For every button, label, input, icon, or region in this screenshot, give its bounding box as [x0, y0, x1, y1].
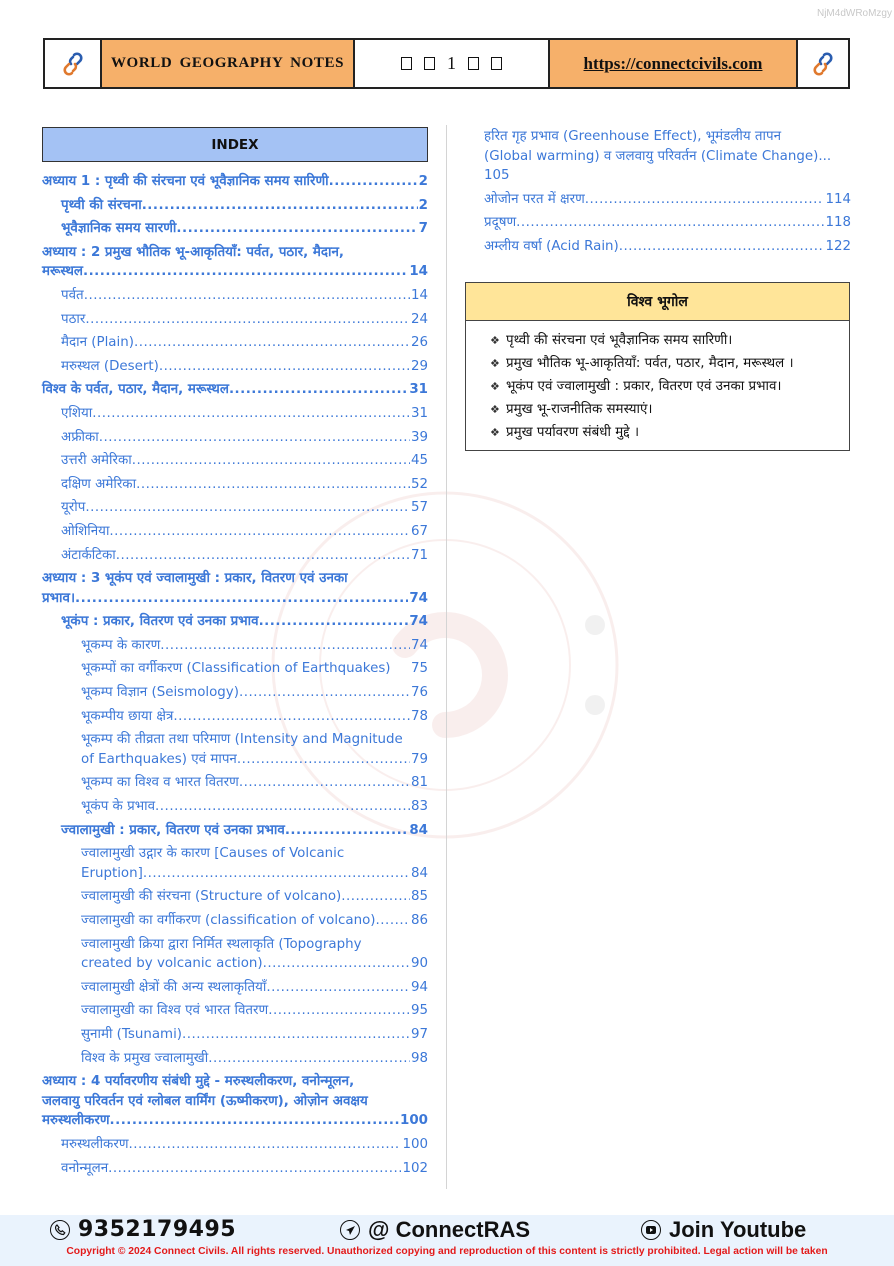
toc-entry-title: पर्वत: [61, 287, 84, 303]
toc-entry-title: प्रदूषण: [484, 215, 517, 231]
dot-leader: [585, 190, 825, 210]
toc-entry-title: भूकम्प विज्ञान (Seismology): [81, 685, 239, 701]
toc-list-continued: [484, 127, 851, 257]
toc-entry-line: [81, 659, 428, 679]
toc-entry-line: [81, 887, 428, 907]
toc-entry-last-line: [42, 589, 428, 609]
toc-entry[interactable]: [42, 286, 428, 306]
info-box-item-text: प्रमुख भू-राजनीतिक समस्याएं।: [506, 402, 653, 417]
toc-entry-page: 45: [410, 453, 428, 469]
toc-entry-title: दक्षिण अमेरिका: [61, 476, 137, 492]
toc-entry-last-line: [42, 1111, 428, 1131]
dot-leader: [619, 237, 825, 257]
toc-entry[interactable]: [484, 190, 851, 210]
toc-entry-page: 39: [410, 429, 428, 445]
toc-entry-page: 76: [410, 685, 428, 701]
index-right-column: [484, 127, 851, 261]
footer-youtube[interactable]: [641, 1217, 806, 1243]
diamond-bullet-icon: ❖: [490, 357, 500, 370]
toc-entry-page: 2: [418, 174, 428, 189]
toc-entry-line: [61, 310, 428, 330]
dot-leader: [173, 707, 410, 727]
toc-entry-line: [61, 286, 428, 306]
toc-entry-page: 100: [400, 1113, 428, 1129]
toc-entry[interactable]: [42, 707, 428, 727]
toc-entry[interactable]: [484, 127, 851, 186]
toc-entry-title: भूवैज्ञानिक समय सारणी: [61, 221, 177, 237]
toc-entry-line: [61, 1159, 428, 1179]
toc-entry-line: [61, 612, 428, 632]
toc-entry-line: [61, 1135, 428, 1155]
toc-entry-page: 14: [410, 287, 428, 303]
toc-entry-line: [81, 797, 428, 817]
toc-entry-line: [42, 380, 428, 400]
dot-leader: [83, 262, 408, 282]
dot-leader: [134, 333, 410, 353]
toc-entry-line: [42, 172, 428, 192]
toc-entry-line: [81, 1049, 428, 1069]
toc-entry-line: [81, 911, 428, 931]
toc-entry-line: [61, 219, 428, 239]
info-box-item: [490, 421, 849, 444]
dot-leader: [229, 380, 408, 400]
toc-entry-page: 75: [410, 661, 428, 677]
toc-entry-title: पठार: [61, 311, 86, 327]
info-box-item: [490, 398, 849, 421]
toc-entry-page: 105: [484, 168, 510, 184]
toc-entry-line: [61, 522, 428, 542]
toc-entry-title: अंटार्कटिका: [61, 547, 116, 563]
toc-entry[interactable]: [42, 546, 428, 566]
toc-entry-page: 31: [409, 382, 428, 398]
toc-entry-title: अफ्रीका: [61, 429, 99, 445]
toc-entry-page: 14: [409, 264, 428, 280]
dot-leader: [263, 954, 410, 974]
toc-entry-page: 118: [825, 215, 851, 231]
phone-number: 9352179495: [78, 1217, 237, 1242]
info-box-item: [490, 329, 849, 352]
header-banner: [43, 38, 850, 89]
dot-leader: [285, 821, 409, 841]
dot-leader: [92, 404, 410, 424]
index-left-column: [42, 127, 428, 1182]
toc-entry-line: [484, 213, 851, 233]
dot-leader: [136, 475, 410, 495]
toc-entry-title: अध्याय : 3 भूकंप एवं ज्वालामुखी : प्रकार, वितरण एवं उनका: [42, 571, 348, 587]
toc-entry-line: [61, 546, 428, 566]
toc-entry-title: एशिया: [61, 405, 93, 421]
footer-telegram[interactable]: [340, 1217, 530, 1243]
dot-leader: [84, 286, 410, 306]
toc-entry-page: 94: [410, 979, 428, 995]
toc-entry[interactable]: [42, 683, 428, 703]
toc-entry[interactable]: [42, 196, 428, 216]
toc-entry[interactable]: [42, 219, 428, 239]
toc-entry-page: 57: [410, 500, 428, 516]
toc-entry-title: विश्व के प्रमुख ज्वालामुखी: [81, 1050, 209, 1066]
toc-entry-title: ज्वालामुखी क्षेत्रों की अन्य स्थलाकृतियाँ: [81, 979, 267, 995]
toc-list: [42, 172, 428, 1178]
tracker-code: NjM4dWRoMzgy: [816, 8, 892, 19]
placeholder-glyph: [491, 57, 502, 70]
toc-entry-line: [81, 683, 428, 703]
dot-leader: [160, 636, 410, 656]
toc-entry[interactable]: [42, 569, 428, 608]
toc-entry-page: 31: [410, 405, 428, 421]
dot-leader: [142, 196, 418, 216]
toc-entry-title: मैदान (Plain): [61, 335, 134, 351]
telegram-handle: @ ConnectRAS: [368, 1217, 531, 1242]
toc-entry[interactable]: [42, 1049, 428, 1069]
toc-entry-page: 102: [402, 1160, 428, 1176]
toc-entry-line: [61, 821, 428, 841]
toc-entry[interactable]: [484, 213, 851, 233]
toc-entry-page: 100: [402, 1136, 428, 1152]
info-box-item-text: पृथ्वी की संरचना एवं भूवैज्ञानिक समय सारिणी।: [506, 333, 733, 348]
toc-entry-line: [81, 773, 428, 793]
dot-leader: [110, 1111, 400, 1131]
dot-leader: [376, 911, 410, 931]
toc-entry[interactable]: [42, 773, 428, 793]
toc-entry-title: हरित गृह प्रभाव (Greenhouse Effect), भूमंडलीय तापन: [484, 129, 782, 144]
toc-entry-title: विश्व के पर्वत, पठार, मैदान, मरूस्थल: [42, 382, 229, 398]
phone-icon: [50, 1220, 70, 1240]
toc-entry-line: [484, 190, 851, 210]
toc-entry[interactable]: [42, 797, 428, 817]
footer-phone[interactable]: [50, 1217, 236, 1242]
toc-entry[interactable]: [42, 636, 428, 656]
toc-entry[interactable]: [42, 428, 428, 448]
dot-leader: [85, 498, 410, 518]
toc-entry-title: अध्याय : 2 प्रमुख भौतिक भू-आकृतियाँ: पर्वत, पठार, मैदान,: [42, 244, 345, 260]
toc-entry-title: पृथ्वी की संरचना: [61, 197, 142, 213]
toc-entry-title-continued: Eruption]: [81, 865, 143, 881]
toc-entry-page: 2: [418, 197, 428, 213]
toc-entry-last-line: [81, 750, 428, 770]
toc-entry-line: [61, 404, 428, 424]
index-heading: INDEX: [42, 127, 428, 162]
toc-entry-page: 86: [410, 913, 428, 928]
toc-entry-title: ज्वालामुखी : प्रकार, वितरण एवं उनका प्रभाव: [61, 822, 285, 838]
toc-entry-page: 95: [410, 1003, 428, 1019]
dot-leader: [176, 219, 417, 239]
toc-entry-line: [81, 1025, 428, 1045]
toc-entry-title: मरुस्थलीकरण: [61, 1136, 129, 1152]
toc-entry-title: वनोन्मूलन: [61, 1160, 109, 1176]
diamond-bullet-icon: ❖: [490, 403, 500, 416]
toc-entry[interactable]: [42, 821, 428, 841]
toc-entry[interactable]: [42, 730, 428, 769]
dot-leader: [129, 1135, 402, 1155]
toc-entry-page: 97: [410, 1026, 428, 1042]
toc-entry-title-continued: (Global warming) व जलवायु परिवर्तन (Climate Change)...: [484, 148, 832, 164]
dot-leader: [159, 357, 410, 377]
info-box-item-text: भूकंप एवं ज्वालामुखी : प्रकार, वितरण एवं उनका प्रभाव।: [506, 379, 782, 394]
toc-entry-line: [81, 978, 428, 998]
toc-entry-page: 71: [410, 547, 428, 563]
youtube-label: Join Youtube: [669, 1217, 807, 1242]
toc-entry-page: 74: [409, 590, 428, 606]
toc-entry-title: सुनामी (Tsunami): [81, 1026, 183, 1042]
dot-leader: [341, 887, 410, 907]
toc-entry[interactable]: [42, 1025, 428, 1045]
toc-entry-page: 7: [418, 221, 428, 237]
dot-leader: [208, 1049, 410, 1069]
dot-leader: [155, 797, 410, 817]
toc-entry[interactable]: [42, 333, 428, 353]
toc-entry-page: 83: [410, 799, 428, 815]
toc-entry[interactable]: [42, 911, 428, 931]
toc-entry-title: ज्वालामुखी का वर्गीकरण (classification of volcano): [81, 913, 376, 928]
toc-entry-title-continued: created by volcanic action): [81, 956, 263, 972]
toc-entry-line: [81, 707, 428, 727]
toc-entry-title: भूकम्पीय छाया क्षेत्र: [81, 708, 174, 724]
dot-leader: [329, 172, 418, 192]
toc-entry-title: भूकम्प का विश्व व भारत वितरण: [81, 775, 239, 791]
toc-entry-title: भूकंप : प्रकार, वितरण एवं उनका प्रभाव: [61, 614, 259, 630]
toc-entry-title-continued: जलवायु परिवर्तन एवं ग्लोबल वार्मिंग (ऊष्मीकरण), ओज़ोन अवक्षय: [42, 1093, 368, 1109]
telegram-icon: [340, 1220, 360, 1240]
dot-leader: [516, 213, 824, 233]
toc-entry-line: [61, 451, 428, 471]
toc-entry-title: भूकम्प की तीव्रता तथा परिमाण (Intensity and Magnitude: [81, 732, 403, 748]
dot-leader: [109, 522, 410, 542]
toc-entry-page: 85: [410, 889, 428, 905]
toc-entry-page: 79: [410, 751, 428, 767]
dot-leader: [143, 864, 410, 884]
placeholder-glyph: [401, 57, 412, 70]
toc-entry[interactable]: [42, 172, 428, 192]
column-divider: [446, 125, 447, 1189]
toc-entry-line: [61, 357, 428, 377]
toc-entry-line: [61, 196, 428, 216]
toc-entry[interactable]: [42, 404, 428, 424]
toc-entry-title: ज्वालामुखी क्रिया द्वारा निर्मित स्थलाकृति (Topography: [81, 936, 362, 952]
dot-leader: [85, 310, 410, 330]
dot-leader: [237, 750, 410, 770]
toc-entry-title-continued: मरूस्थल: [42, 264, 83, 280]
toc-entry[interactable]: [42, 935, 428, 974]
toc-entry-page: 26: [410, 335, 428, 351]
toc-entry-page: 24: [410, 311, 428, 327]
dot-leader: [116, 546, 410, 566]
toc-entry-line: [484, 237, 851, 257]
toc-entry[interactable]: [42, 659, 428, 679]
toc-entry-page: 67: [410, 523, 428, 539]
toc-entry-title: भूकंप के प्रभाव: [81, 799, 156, 815]
youtube-icon: [641, 1220, 661, 1240]
toc-entry-title: मरुस्थल (Desert): [61, 358, 159, 374]
page-number: 1: [447, 53, 456, 73]
diamond-bullet-icon: ❖: [490, 380, 500, 393]
dot-leader: [266, 978, 410, 998]
toc-entry-title: यूरोप: [61, 500, 86, 516]
toc-entry-line: [61, 498, 428, 518]
toc-entry-title: अध्याय 1 : पृथ्वी की संरचना एवं भूवैज्ञानिक समय सारिणी: [42, 174, 329, 189]
dot-leader: [268, 1001, 410, 1021]
dot-leader: [239, 683, 410, 703]
info-box-item: [490, 352, 849, 375]
toc-entry-title: उत्तरी अमेरिका: [61, 453, 132, 469]
toc-entry[interactable]: [42, 887, 428, 907]
toc-entry-title: ज्वालामुखी का विश्व एवं भारत वितरण: [81, 1003, 269, 1019]
toc-entry[interactable]: [42, 498, 428, 518]
toc-entry[interactable]: [42, 1072, 428, 1131]
toc-entry[interactable]: [42, 451, 428, 471]
toc-entry-page: 81: [410, 775, 428, 791]
toc-entry[interactable]: [42, 380, 428, 400]
toc-entry-page: 78: [410, 708, 428, 724]
toc-entry-title: ज्वालामुखी की संरचना (Structure of volcano): [81, 889, 342, 905]
toc-entry-last-line: [42, 262, 428, 282]
footer: [0, 1215, 894, 1266]
website-link[interactable]: https://connectcivils.com: [550, 40, 798, 87]
toc-entry-title: ओजोन परत में क्षरण: [484, 191, 585, 207]
toc-entry-page: 52: [410, 476, 428, 492]
toc-entry-title-continued: प्रभाव।: [42, 590, 76, 606]
dot-leader: [182, 1025, 410, 1045]
toc-entry-line: [81, 636, 428, 656]
copyright-notice: Copyright © 2024 Connect Civils. All rights reserved. Unauthorized copying and reproduction of this content is strictly prohibited. Legal action will be taken: [66, 1246, 828, 1257]
toc-entry-page: 114: [825, 191, 851, 207]
toc-entry-line: [81, 1001, 428, 1021]
toc-entry-line: [61, 333, 428, 353]
info-box-item-text: प्रमुख पर्यावरण संबंधी मुद्दे ।: [506, 425, 640, 440]
diamond-bullet-icon: ❖: [490, 426, 500, 439]
info-box-heading: विश्व भूगोल: [466, 283, 849, 321]
toc-entry[interactable]: [42, 243, 428, 282]
dot-leader: [108, 1159, 401, 1179]
toc-entry-page: 84: [409, 822, 428, 838]
info-box-item-text: प्रमुख भौतिक भू-आकृतियाँ: पर्वत, पठार, मैदान, मरूस्थल ।: [506, 356, 794, 371]
toc-entry[interactable]: [42, 1159, 428, 1179]
toc-entry[interactable]: [42, 612, 428, 632]
dot-leader: [75, 589, 408, 609]
toc-entry-line: [61, 475, 428, 495]
toc-entry[interactable]: [42, 357, 428, 377]
toc-entry-title: भूकम्प के कारण: [81, 637, 161, 653]
link-icon: [45, 40, 102, 87]
toc-entry-title-continued: मरुस्थलीकरण: [42, 1113, 110, 1129]
toc-entry-page: 90: [410, 956, 428, 972]
toc-entry[interactable]: [42, 1001, 428, 1021]
toc-entry-last-line: [81, 864, 428, 884]
toc-entry-page: 98: [410, 1050, 428, 1066]
toc-entry-page: 74: [409, 614, 428, 630]
toc-entry-page: 74: [410, 637, 428, 653]
toc-entry[interactable]: [42, 310, 428, 330]
toc-entry-title-continued: of Earthquakes) एवं मापन: [81, 751, 237, 767]
dot-leader: [132, 451, 410, 471]
toc-entry[interactable]: [42, 475, 428, 495]
toc-entry[interactable]: [42, 844, 428, 883]
link-icon: [798, 40, 848, 87]
toc-entry[interactable]: [484, 237, 851, 257]
toc-entry-page: 122: [825, 238, 851, 254]
toc-entry[interactable]: [42, 1135, 428, 1155]
banner-title: WORLD GEOGRAPHY NOTES: [102, 40, 355, 87]
placeholder-glyph: [468, 57, 479, 70]
toc-entry-title: ओशिनिया: [61, 523, 110, 539]
dot-leader: [239, 773, 410, 793]
dot-leader: [259, 612, 409, 632]
info-box-list: [466, 321, 849, 450]
toc-entry-line: [61, 428, 428, 448]
toc-entry-last-line: [81, 954, 428, 974]
toc-entry[interactable]: [42, 522, 428, 542]
toc-entry-title: अम्लीय वर्षा (Acid Rain): [484, 238, 619, 254]
diamond-bullet-icon: ❖: [490, 334, 500, 347]
info-box-item: [490, 375, 849, 398]
toc-entry-title: भूकम्पों का वर्गीकरण (Classification of Earthquakes): [81, 661, 391, 677]
toc-entry-title: ज्वालामुखी उद्गार के कारण [Causes of Volcanic: [81, 846, 345, 862]
toc-entry-page: 29: [410, 358, 428, 374]
toc-entry[interactable]: [42, 978, 428, 998]
placeholder-glyph: [424, 57, 435, 70]
info-box: [465, 282, 850, 451]
page-number-cell: [355, 40, 550, 87]
dot-leader: [99, 428, 410, 448]
toc-entry-page: 84: [410, 865, 428, 881]
toc-entry-title: अध्याय : 4 पर्यावरणीय संबंधी मुद्दे - मरुस्थलीकरण, वनोन्मूलन,: [42, 1074, 355, 1090]
